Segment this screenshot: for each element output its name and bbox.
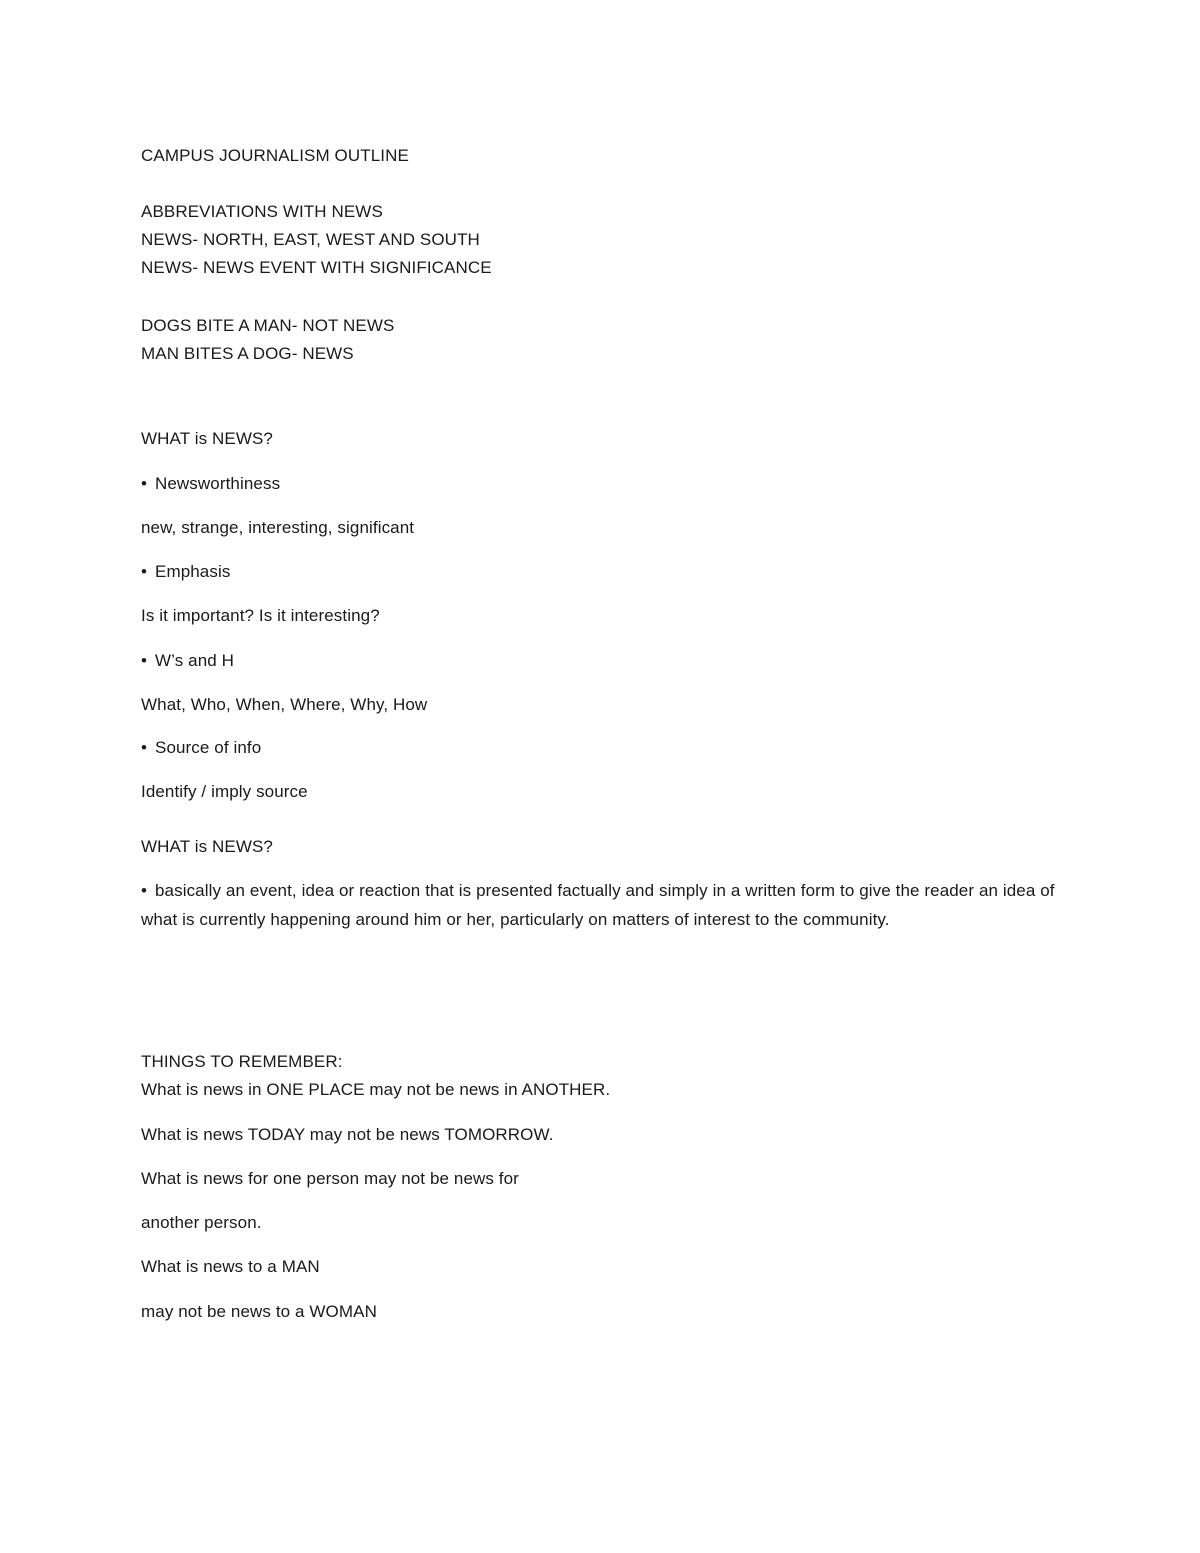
- bullet-icon: •: [141, 738, 148, 757]
- remember-line: What is news to a MAN: [141, 1257, 320, 1276]
- definition-paragraph: [141, 876, 1056, 934]
- example-line: DOGS BITE A MAN- NOT NEWS: [141, 316, 395, 335]
- bullet-item: [141, 561, 230, 583]
- definition-text: basically an event, idea or reaction that is presented factually and simply in a written form to give the reader an idea of what is currently happening around him or her, particularly on matters of interest to the community.: [141, 881, 1055, 929]
- bullet-label: Source of info: [155, 738, 262, 757]
- bullet-item: [141, 737, 261, 759]
- section-heading-what-is-news: WHAT is NEWS?: [141, 429, 273, 448]
- abbreviation-item: NEWS- NEWS EVENT WITH SIGNIFICANCE: [141, 258, 492, 277]
- bullet-detail: new, strange, interesting, significant: [141, 518, 415, 537]
- example-line: MAN BITES A DOG- NEWS: [141, 344, 354, 363]
- bullet-item: [141, 650, 234, 672]
- section-heading-what-is-news: WHAT is NEWS?: [141, 837, 273, 856]
- bullet-icon: •: [141, 474, 148, 493]
- remember-line: What is news for one person may not be news for: [141, 1169, 519, 1188]
- bullet-item: [141, 473, 280, 495]
- bullet-icon: •: [141, 562, 148, 581]
- remember-line: What is news in ONE PLACE may not be news in ANOTHER.: [141, 1080, 611, 1099]
- bullet-detail: What, Who, When, Where, Why, How: [141, 695, 428, 714]
- remember-line: may not be news to a WOMAN: [141, 1302, 377, 1321]
- bullet-label: W’s and H: [155, 651, 235, 670]
- bullet-detail: Identify / imply source: [141, 782, 308, 801]
- document-title: CAMPUS JOURNALISM OUTLINE: [141, 146, 409, 165]
- bullet-label: Emphasis: [155, 562, 231, 581]
- bullet-icon: •: [141, 651, 148, 670]
- remember-line: What is news TODAY may not be news TOMORROW.: [141, 1125, 554, 1144]
- bullet-label: Newsworthiness: [155, 474, 281, 493]
- abbreviations-heading: ABBREVIATIONS WITH NEWS: [141, 202, 383, 221]
- bullet-icon: •: [141, 881, 148, 900]
- remember-line: another person.: [141, 1213, 262, 1232]
- bullet-detail: Is it important? Is it interesting?: [141, 606, 380, 625]
- abbreviation-item: NEWS- NORTH, EAST, WEST AND SOUTH: [141, 230, 480, 249]
- things-to-remember-heading: THINGS TO REMEMBER:: [141, 1052, 343, 1071]
